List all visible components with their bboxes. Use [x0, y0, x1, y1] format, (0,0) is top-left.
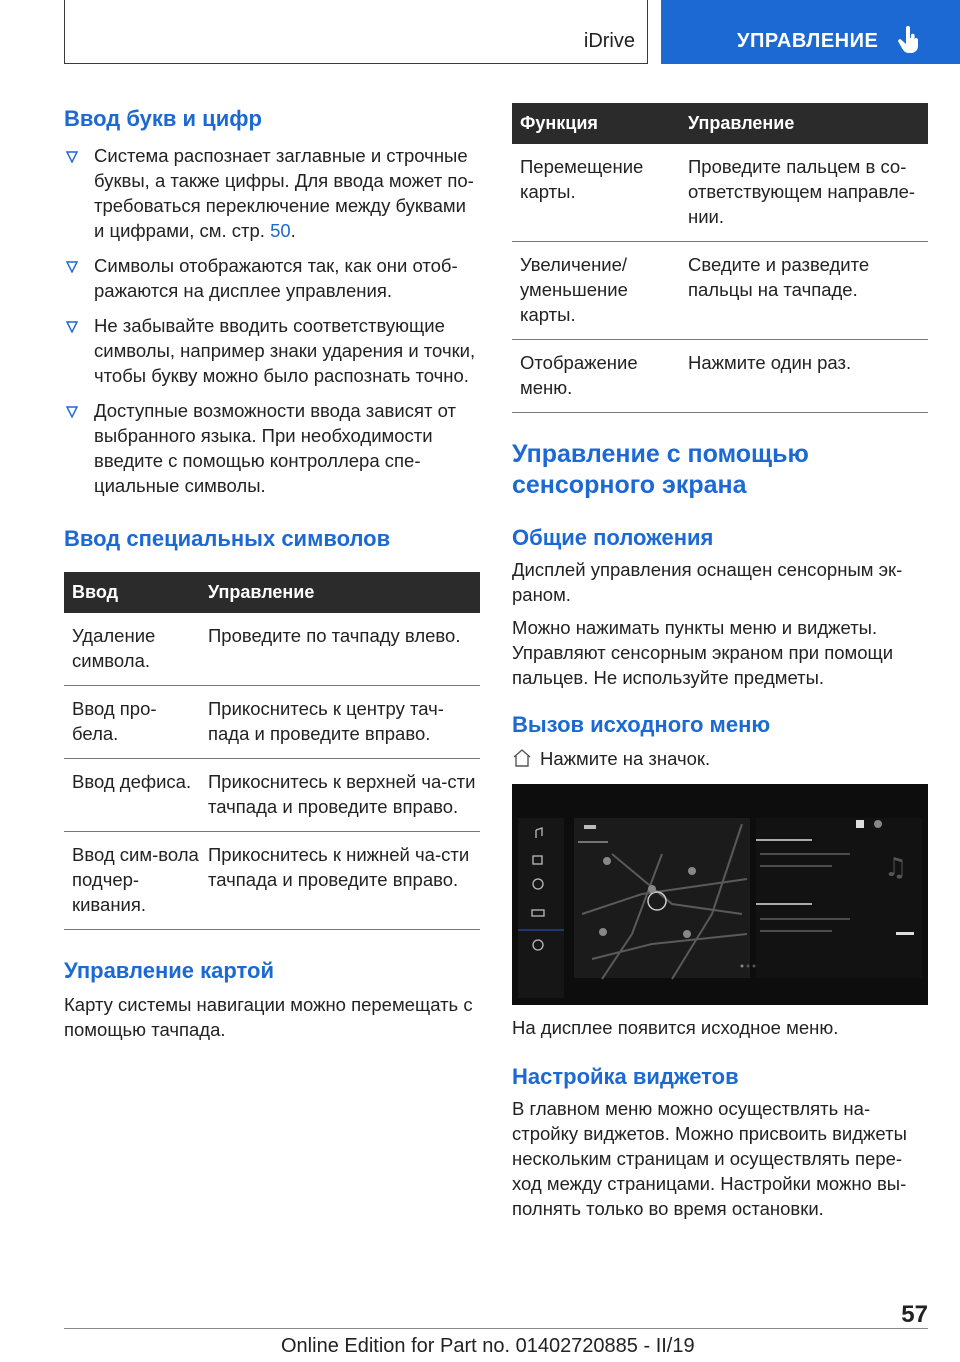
table-cell: Проведите по тачпаду влево.: [200, 613, 480, 686]
header-section-box: [64, 0, 648, 64]
widgets-text: В главном меню можно осуществлять на-стройку виджетов. Можно присвоить виджеты нескольким страницам и осуществлять пере-ход между страницами. Настройки можно вы-полнять только во время остановки.: [512, 1098, 907, 1219]
table-header-row: [512, 103, 928, 144]
heading-home-menu: Вызов исходного меню: [512, 712, 771, 737]
screen-caption: На дисплее появится исходное меню.: [512, 1017, 839, 1038]
left-column: [64, 96, 480, 1042]
table-cell: Отображение меню.: [512, 340, 680, 413]
bullet-item: [64, 253, 480, 303]
home-screen-illustration: [512, 784, 928, 1005]
header-section-title: iDrive: [583, 30, 635, 52]
table-row: [64, 832, 480, 930]
home-instruction: [512, 746, 928, 771]
general-text-2: Можно нажимать пункты меню и виджеты. Управляют сенсорным экраном при помощи пальцев. Не используйте предметы.: [512, 617, 894, 688]
table-header-cell: Управление: [680, 103, 928, 144]
heading-general: Общие положения: [512, 525, 714, 550]
bullet-text: Доступные возможности ввода зависят от выбранного языка. При необходимости введите с помощью контроллера спе-циальные символы.: [94, 400, 456, 496]
heading-letters-digits: Ввод букв и цифр: [64, 106, 262, 131]
table-row: [64, 759, 480, 832]
table-map-functions: [512, 103, 928, 413]
table-cell: Ввод дефиса.: [64, 759, 200, 832]
table-cell: Проведите пальцем в со-ответствующем направле-нии.: [680, 144, 928, 242]
bullet-item: [64, 398, 480, 498]
table-cell: Прикоснитесь к верхней ча-сти тачпада и проведите вправо.: [200, 759, 480, 832]
map-control-text: Карту системы навигации можно перемещать с помощью тачпада.: [64, 994, 473, 1040]
table-cell: Сведите и разведите пальцы на тачпаде.: [680, 242, 928, 340]
heading-widgets: Настройка виджетов: [512, 1064, 739, 1089]
table-header-cell: Ввод: [64, 572, 200, 613]
table-cell: Прикоснитесь к нижней ча-сти тачпада и проведите вправо.: [200, 832, 480, 930]
bullet-text: Система распознает заглавные и строчные буквы, а также цифры. Для ввода может по-требоваться переключение между буквами и цифрами, см. стр.: [94, 145, 474, 241]
table-header-cell: Функция: [512, 103, 680, 144]
header-chapter-title: УПРАВЛЕНИЕ: [737, 30, 879, 52]
page-number: 57: [901, 1301, 928, 1328]
table-row: [64, 613, 480, 686]
touch-hand-icon: [897, 26, 921, 54]
triangle-bullet-icon: [66, 261, 78, 273]
bullet-text: Не забывайте вводить соответствующие символы, например знаки ударения и точки, чтобы букву можно было распознать точно.: [94, 315, 476, 386]
bullet-text: Символы отображаются так, как они отоб-ражаются на дисплее управления.: [94, 255, 458, 301]
bullet-item: [64, 313, 480, 388]
triangle-bullet-icon: [66, 406, 78, 418]
table-cell: Ввод сим-вола подчер-кивания.: [64, 832, 200, 930]
svg-text:♫: ♫: [884, 853, 908, 883]
triangle-bullet-icon: [66, 321, 78, 333]
table-cell: Нажмите один раз.: [680, 340, 928, 413]
home-instruction-text: Нажмите на значок.: [540, 748, 711, 769]
footer-edition: Online Edition for Part no. 01402720885 - II/19: [281, 1335, 695, 1357]
header-chapter-tab: [661, 0, 960, 64]
triangle-bullet-icon: [66, 151, 78, 163]
table-row: [512, 340, 928, 413]
bullet-suffix: .: [290, 220, 296, 241]
table-header-cell: Управление: [200, 572, 480, 613]
home-icon: [512, 748, 532, 768]
table-row: [64, 686, 480, 759]
table-cell: Перемещение карты.: [512, 144, 680, 242]
table-row: [512, 242, 928, 340]
table-cell: Увеличение/ уменьшение карты.: [512, 242, 680, 340]
bullet-item: [64, 143, 480, 243]
right-column: [512, 103, 928, 1221]
page-link[interactable]: 50: [270, 220, 291, 241]
table-cell: Прикоснитесь к центру тач-пада и проведите вправо.: [200, 686, 480, 759]
table-cell: Ввод про-бела.: [64, 686, 200, 759]
heading-special-symbols: Ввод специальных символов: [64, 526, 391, 551]
table-header-row: [64, 572, 480, 613]
table-special-input: [64, 572, 480, 930]
general-text-1: Дисплей управления оснащен сенсорным эк-раном.: [512, 559, 903, 605]
footer-divider: [64, 1328, 928, 1329]
table-row: [512, 144, 928, 242]
bullet-list: [64, 143, 480, 498]
table-cell: Удаление символа.: [64, 613, 200, 686]
heading-map-control: Управление картой: [64, 958, 274, 983]
home-screen-image: [512, 784, 928, 1005]
heading-touchscreen: Управление с помощью сенсорного экрана: [512, 440, 809, 499]
